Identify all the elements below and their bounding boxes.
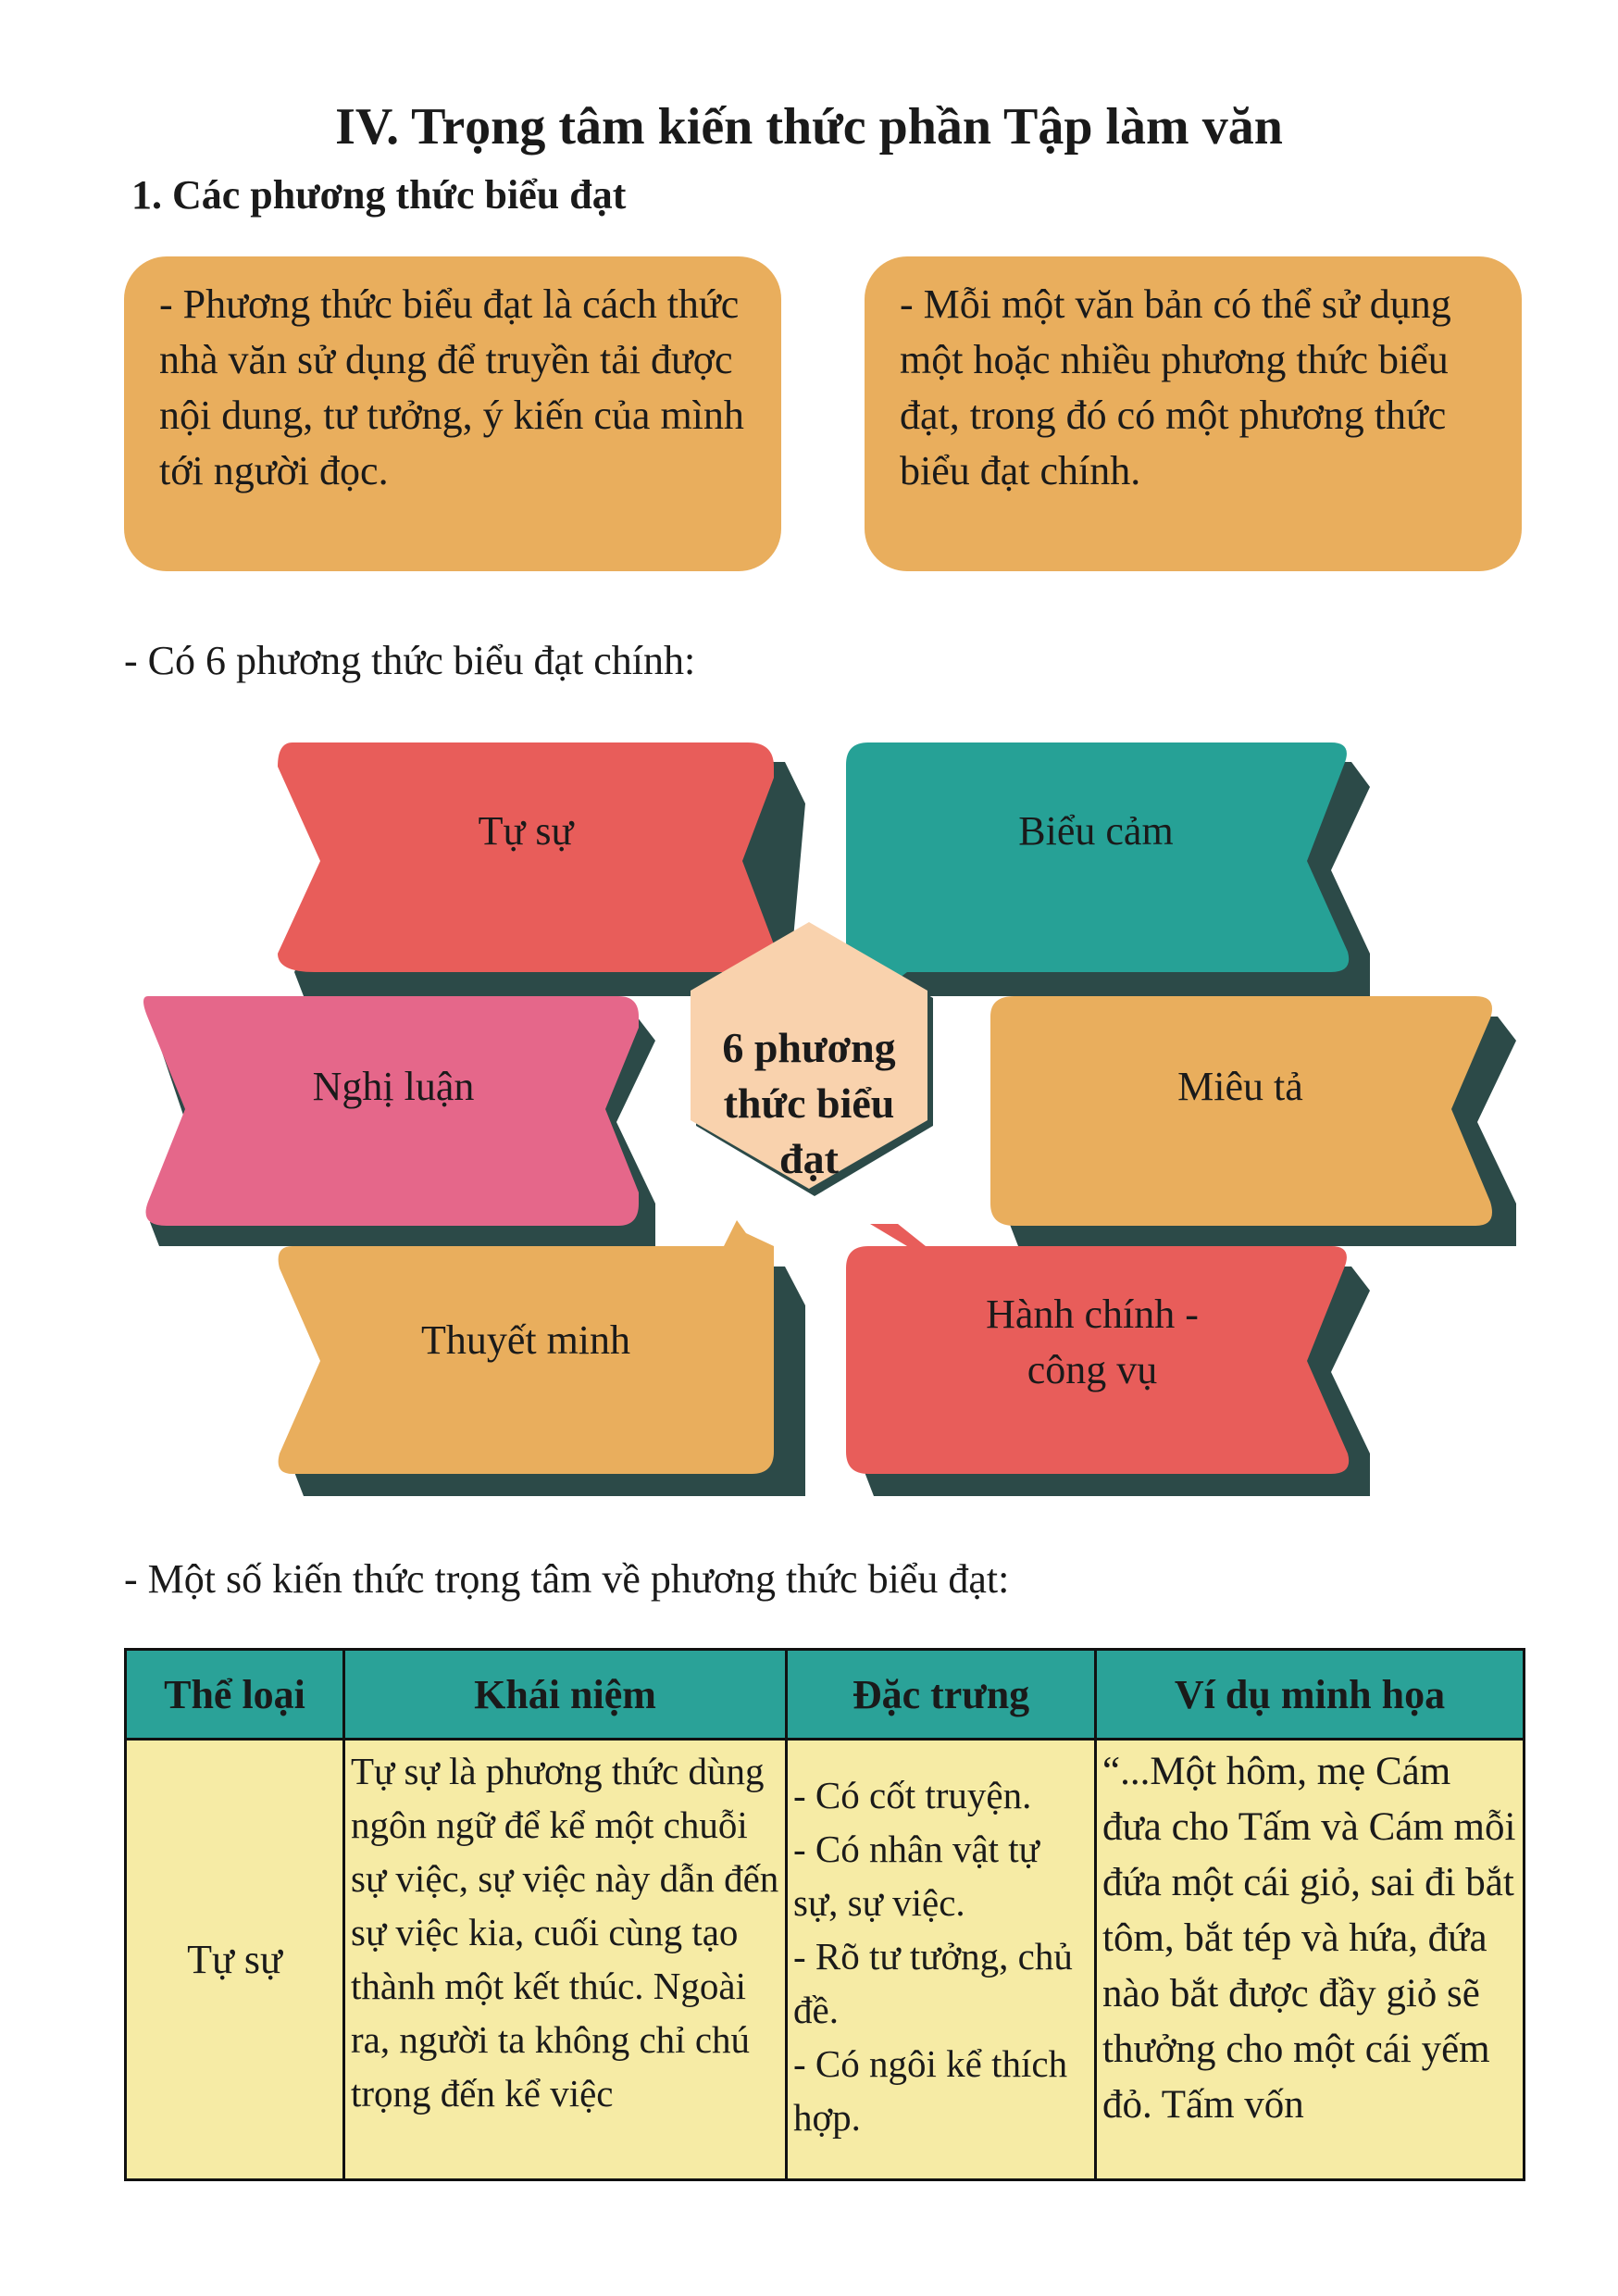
feature-item: - Có nhân vật tự sự, sự việc. xyxy=(793,1828,1039,1924)
tag-tu-su xyxy=(278,742,774,1004)
page-title: IV. Trọng tâm kiến thức phần Tập làm văn xyxy=(335,98,1283,156)
six-methods-intro: - Có 6 phương thức biểu đạt chính: xyxy=(124,638,696,683)
tag-label-tu-su: Tự sự xyxy=(478,808,574,854)
feature-item: - Có ngôi kể thích hợp. xyxy=(793,2042,1068,2139)
header-vi-du: Ví dụ minh họa xyxy=(1096,1650,1525,1740)
cell-example: “...Một hôm, mẹ Cám đưa cho Tấm và Cám mỗi đứa một cái giỏ, sai đi bắt tôm, bắt tép và hứa, đứa nào bắt được đầy giỏ sẽ thưởng cho một cái yếm đỏ. Tấm vốn xyxy=(1096,1740,1525,2180)
tag-label-thuyet-minh: Thuyết minh xyxy=(420,1317,631,1363)
center-label: 6 phương thức biểu đạt xyxy=(722,1024,896,1182)
header-the-loai: Thể loại xyxy=(126,1650,344,1740)
usage-note: - Mỗi một văn bản có thể sử dụng một hoặc nhiều phương thức biểu đạt, trong đó có một phương thức biểu đạt chính. xyxy=(865,256,1522,571)
section-heading: 1. Các phương thức biểu đạt xyxy=(131,172,627,218)
header-dac-trung: Đặc trưng xyxy=(787,1650,1096,1740)
methods-table xyxy=(124,1648,1525,2181)
cell-type: Tự sự xyxy=(126,1740,344,2180)
definition-note: - Phương thức biểu đạt là cách thức nhà văn sử dụng để truyền tải được nội dung, tư tưởng, ý kiến của mình tới người đọc. xyxy=(124,256,781,571)
table-header-row xyxy=(126,1650,1525,1740)
feature-item: - Có cốt truyện. xyxy=(793,1774,1032,1816)
header-khai-niem: Khái niệm xyxy=(344,1650,787,1740)
cell-concept: Tự sự là phương thức dùng ngôn ngữ để kể một chuỗi sự việc, sự việc này dẫn đến sự việc kia, cuối cùng tạo thành một kết thúc. Ngoài ra, người ta không chỉ chú trọng đến kể việc xyxy=(344,1740,787,2180)
tag-bieu-cam xyxy=(846,742,1349,1000)
tag-label-mieu-ta: Miêu tả xyxy=(1177,1064,1303,1109)
table-intro: - Một số kiến thức trọng tâm về phương thức biểu đạt: xyxy=(124,1556,1010,1602)
cell-features xyxy=(787,1740,1096,2180)
feature-item: - Rõ tư tưởng, chủ đề. xyxy=(793,1935,1073,2031)
table-row xyxy=(126,1740,1525,2180)
tag-label-nghi-luan: Nghị luận xyxy=(312,1064,475,1109)
tag-label-hanh-chinh: Hành chính - công vụ xyxy=(986,1292,1199,1392)
tag-label-bieu-cam: Biểu cảm xyxy=(1018,808,1174,854)
